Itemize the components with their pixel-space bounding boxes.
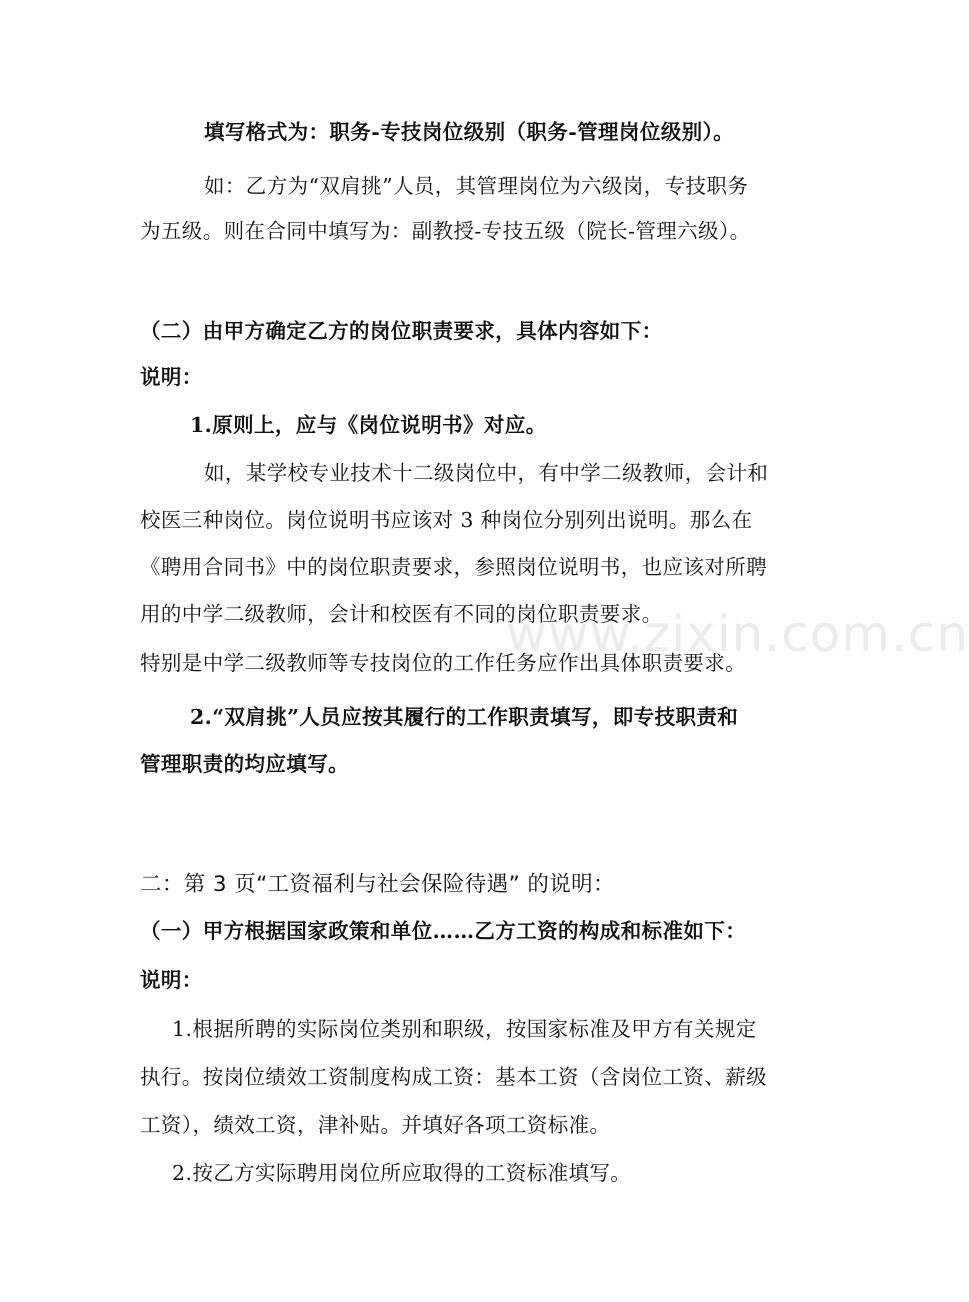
note-item-2: 2.“双肩挑”人员应按其履行的工作职责填写，即专技职责和 — [190, 705, 739, 729]
section-heading-page-3: 二：第 3 页“工资福利与社会保险待遇” 的说明： — [140, 872, 615, 897]
note-label: 说明： — [140, 968, 203, 992]
paragraph-line: 校医三种岗位。岗位说明书应该对 3 种岗位分别列出说明。那么在 — [140, 508, 753, 532]
section-heading-2: （二）由甲方确定乙方的岗位职责要求，具体内容如下： — [140, 319, 663, 343]
paragraph-line: 特别是中学二级教师等专技岗位的工作任务应作出具体职责要求。 — [140, 651, 747, 675]
example-line-2: 为五级。则在合同中填写为：副教授-专技五级（院长-管理六级）。 — [140, 219, 751, 243]
note-item-1: 1.原则上，应与《岗位说明书》对应。 — [190, 413, 547, 437]
paragraph-line: 执行。按岗位绩效工资制度构成工资：基本工资（含岗位工资、薪级 — [140, 1065, 767, 1089]
example-line-1: 如：乙方为“双肩挑”人员，其管理岗位为六级岗，专技职务 — [204, 174, 749, 198]
format-instruction: 填写格式为：职务-专技岗位级别（职务-管理岗位级别）。 — [204, 120, 735, 144]
paragraph-line: 工资），绩效工资，津补贴。并填好各项工资标准。 — [140, 1113, 611, 1137]
paragraph-line: 如，某学校专业技术十二级岗位中，有中学二级教师，会计和 — [204, 461, 769, 485]
note-item-2: 2.按乙方实际聘用岗位所应取得的工资标准填写。 — [172, 1161, 632, 1185]
paragraph-line: 《聘用合同书》中的岗位职责要求，参照岗位说明书，也应该对所聘 — [140, 555, 767, 579]
watermark: www.zixin.com.cn — [506, 605, 969, 663]
note-label: 说明： — [140, 365, 203, 389]
section-heading-1: （一）甲方根据国家政策和单位……乙方工资的构成和标准如下： — [140, 919, 747, 943]
note-item-2-continued: 管理职责的均应填写。 — [140, 752, 349, 776]
paragraph-line: 用的中学二级教师，会计和校医有不同的岗位职责要求。 — [140, 602, 663, 626]
note-item-1: 1.根据所聘的实际岗位类别和职级，按国家标准及甲方有关规定 — [172, 1017, 757, 1041]
